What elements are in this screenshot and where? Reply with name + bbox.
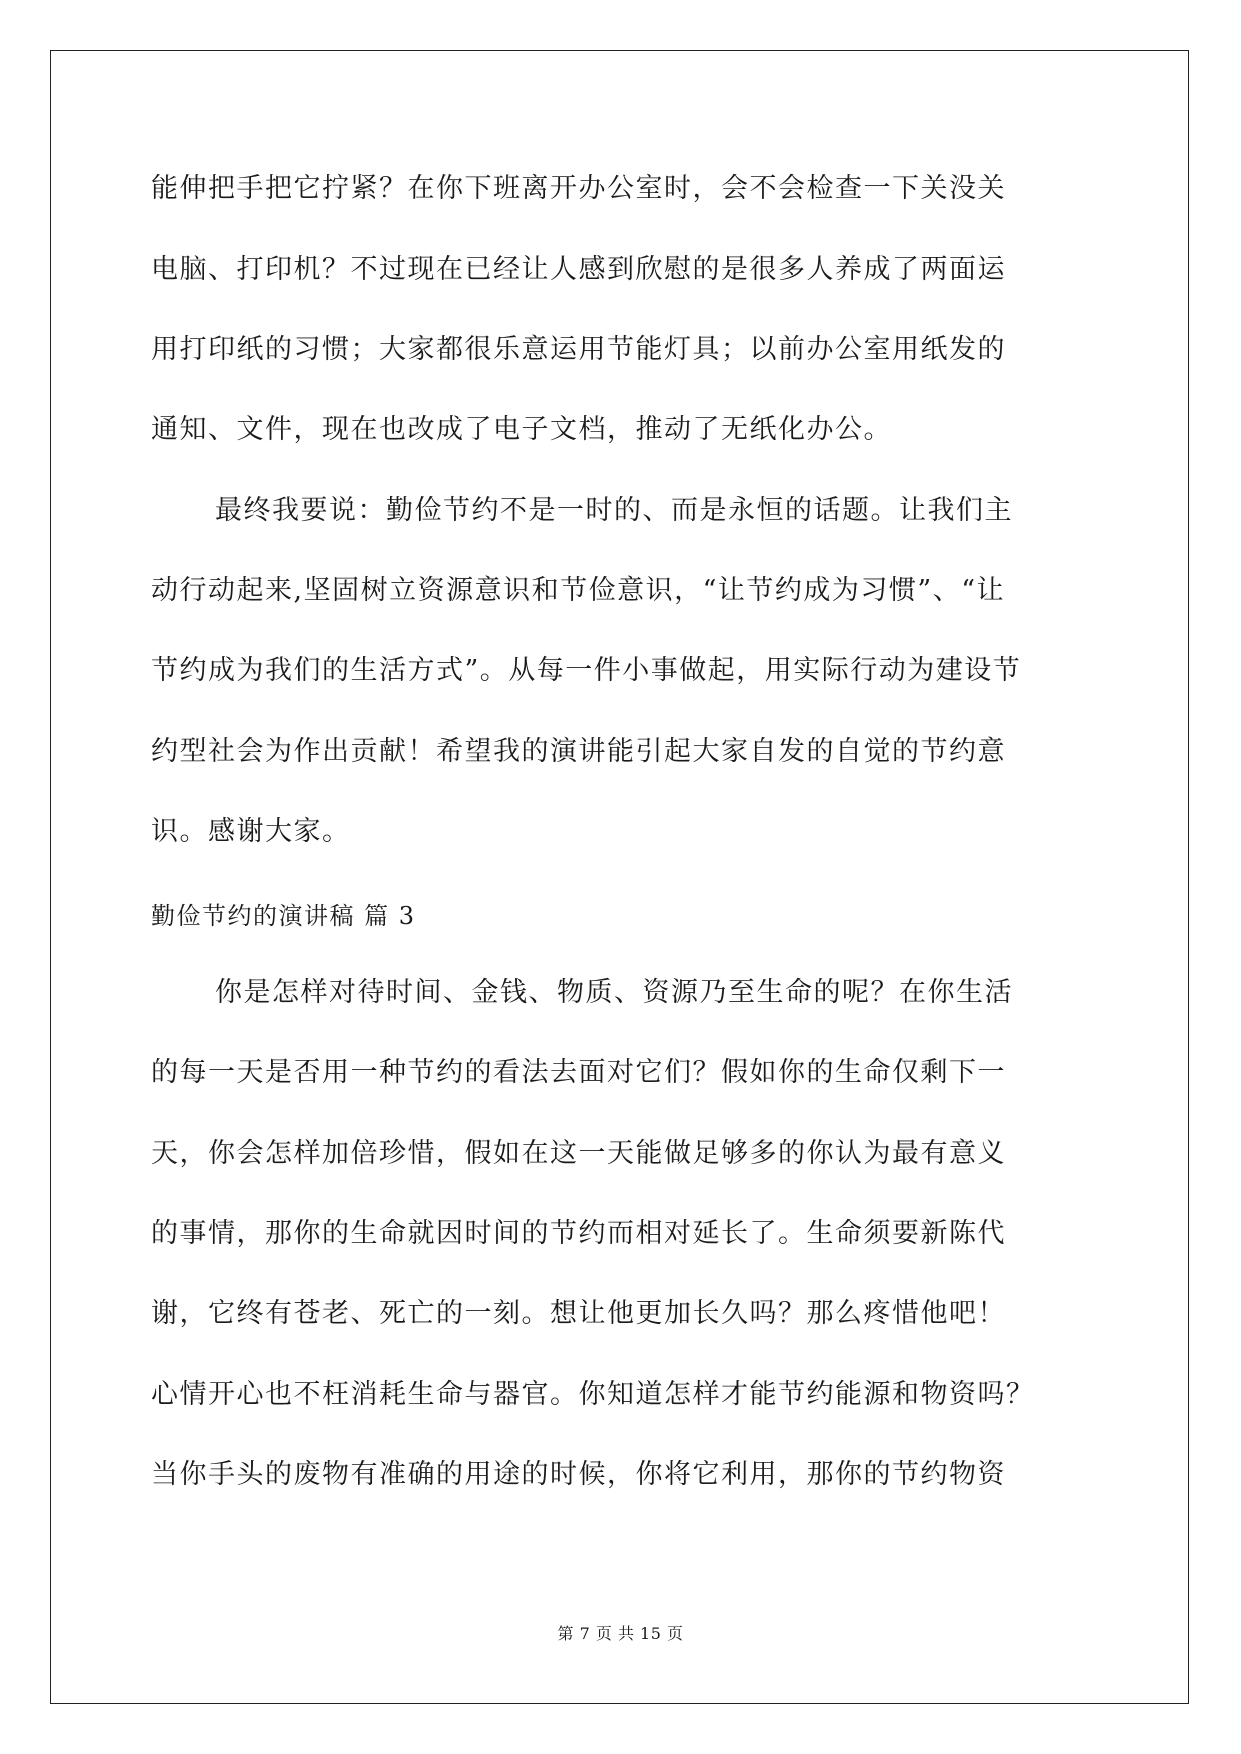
body-line: 谢，它终有苍老、死亡的一刻。想让他更加长久吗？那么疼惜他吧！ (151, 1298, 1006, 1329)
page-number-footer: 第 7 页 共 15 页 (557, 1624, 684, 1643)
body-line: 天，你会怎样加倍珍惜，假如在这一天能做足够多的你认为最有意义 (151, 1138, 1006, 1169)
body-line: 当你手头的废物有准确的用途的时候，你将它利用，那你的节约物资 (151, 1459, 1006, 1490)
section-heading: 勤俭节约的演讲稿 篇 3 (151, 902, 416, 930)
body-line: 用打印纸的习惯；大家都很乐意运用节能灯具；以前办公室用纸发的 (151, 334, 1006, 365)
body-line: 节约成为我们的生活方式”。从每一件小事做起，用实际行动为建设节 (151, 655, 1022, 686)
body-line: 约型社会为作出贡献！希望我的演讲能引起大家自发的自觉的节约意 (151, 736, 1006, 767)
body-line: 能伸把手把它拧紧？在你下班离开办公室时，会不会检查一下关没关 (151, 173, 1006, 204)
body-line: 识。感谢大家。 (151, 816, 351, 847)
body-line: 最终我要说：勤俭节约不是一时的、而是永恒的话题。让我们主 (215, 495, 1013, 526)
body-line: 的每一天是否用一种节约的看法去面对它们？假如你的生命仅剩下一 (151, 1057, 1006, 1088)
body-line: 电脑、打印机？不过现在已经让人感到欣慰的是很多人养成了两面运 (151, 254, 1006, 285)
body-line: 动行动起来,坚固树立资源意识和节俭意识，“让节约成为习惯”、“让 (151, 575, 1005, 606)
body-line: 通知、文件，现在也改成了电子文档，推动了无纸化办公。 (151, 414, 892, 445)
page-border (50, 50, 1189, 1704)
body-line: 心情开心也不枉消耗生命与器官。你知道怎样才能节约能源和物资吗？ (151, 1379, 1035, 1410)
body-line: 的事情，那你的生命就因时间的节约而相对延长了。生命须要新陈代 (151, 1218, 1006, 1249)
body-line: 你是怎样对待时间、金钱、物质、资源乃至生命的呢？在你生活 (215, 977, 1013, 1008)
